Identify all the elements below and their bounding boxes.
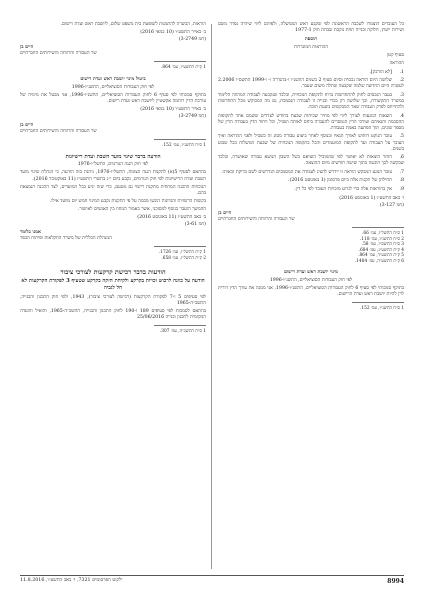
attachment-subtitle: ההוראות המוגדרות (293, 45, 329, 51)
item-text: עובד הנוקט דוחוש לאורך תנאיו ובנוסף לאחר ביצוע עבודה מסוג זה בשביל ולפני ההוראה ואיך העובר על העבודה ועד לתקופת המועמדים והכל בתקופה הנוכחית של שבעת המשלוח בכל שבוע בשנים. (218, 134, 404, 152)
signer-title: שר העבודה והרווחה והשירותים החברתיים (20, 128, 97, 134)
item-text: החזר הוצאות לא יאושר לפי שהמוביל הוציאם בשל השבון הנושא עבודה שאושרה, ובלבד שבקשה לכך הוגשה בתוך שישה חודשים מיום ההוצאה. (218, 155, 404, 167)
footnote-divider (352, 302, 404, 303)
item-number: 7. (399, 169, 404, 175)
signer-title: המנהלת הכללית של משרד החקלאות ופיתוח הכפר (20, 236, 112, 242)
notice-text: לפי סעיפים 5 ו-7 לפקודת הקרקעות (רכישה לצורכי ציבור), 1943, ולפי חוק התכנון והבנייה, התשכ״ה-1965 (20, 294, 206, 306)
list-item (218, 93, 404, 111)
footnote: 4 ק״ת התשע״ג, עמ׳ 684. (358, 247, 404, 253)
notice-text: הנוכחות ההכנה המחוזית מתקנת רישוי גם מטעם, כדי שזה יגיע בכל המועדים, לצד ההכנה הנמצאת בהם. (20, 184, 206, 196)
list-item (218, 70, 404, 76)
items-list (218, 70, 404, 194)
item-text: אין בהוראות אלה כדי לגרוע מזכויות העובד לפי כל דין. (294, 187, 392, 193)
item-number: 1. (399, 69, 404, 75)
list-item (218, 114, 404, 132)
left-column (20, 22, 206, 334)
signer-title: שר העבודה והרווחה והשירותים החברתיים (20, 51, 97, 57)
item-text: [לא הודבק]. (369, 69, 392, 75)
date-line: ב׳ באייר התשע״ו (10 במאי 2016) (140, 30, 206, 36)
signer-name: חיים בן (20, 122, 34, 128)
list-item (218, 178, 404, 184)
section-subheading: הודעה על כוונה לרכוש זכויות בקרקע ולקיחת חזקה בקרקע שטעיף 3 לפקודת הקרקעות לא חל לגביה (21, 278, 205, 291)
list-item (218, 170, 404, 176)
footnote: 1 ס״ח התשכ״ה, עמ׳ 307. (159, 328, 206, 334)
footnote-divider (352, 227, 404, 228)
reference-number: (חמ 3-2749) (178, 37, 206, 43)
footnote: 1 ס״ח התשנ״ו, עמ׳ 152. (360, 306, 404, 312)
notice-subheading: לפי חוק העבודות הסוציאליים, התשנ״ו-1996 (269, 278, 353, 284)
intro-text: הוראות, הכשרה להתמנות לשופטת בית משפט שלום, ליושבת ראש ועדת רישום. (60, 22, 206, 27)
item-number: 6. (399, 155, 404, 161)
list-item (218, 78, 404, 90)
item-text: עובד הנוגע המבקש הוראה זו יידרש להציג לעבודה את המסמכים הנדרשים לשם בדיקת זכאותו. (221, 169, 392, 175)
table-subheader: ההוראה (389, 61, 404, 67)
footnote: 6 ק״ת התשע״ה, עמ׳ 1484. (354, 258, 404, 264)
signer-name: חיים בן (218, 210, 232, 216)
item-number: 8. (399, 178, 404, 184)
notice-heading: ביטול מינוי יושבת ראש ועדת רישום (80, 76, 146, 82)
intro-text: כל העובדים הוצמדו לשכבה הראשונה לפי שקבע ראש הממשלה, ולפיהם ליווי שיהיה נפרד משם ושירות ייעוץ, חלוקה ובנייה תחת נוקבת שבחת חוק 1977-1 (218, 22, 404, 34)
notice-text: בהתאם לסמכות לפי סעיפים 189 ו-190 לחוק התכנון והבנייה, התשכ״ה-1965, והואיל והועדה המקומית לתכנון ובנייה 25/06/2016 (20, 308, 206, 320)
item-number: 3. (399, 92, 404, 98)
footnote: 5 ק״ת התשע״ד, עמ׳ 864. (358, 253, 404, 259)
notice-text: ההמשך הועבר בנוסף למסוכני, אשר כאמור המחוז בין האנשים לאישור. (77, 206, 206, 212)
reference-number: (חמ 3-2749) (178, 114, 206, 120)
item-text: תחילתן של תקנות אלה ביום פרסומן (1 באוגוסט 2016). (287, 178, 392, 184)
section-heading: הודעות בדבר רכישת קרקעות לצורכי ציבור (60, 268, 166, 277)
footnote: 1 ק״ת התשל״ו, עמ׳ 1726. (158, 250, 206, 256)
signer-title: שר העבודה והרווחה והשירותים החברתיים (218, 216, 295, 222)
list-item (218, 134, 404, 152)
footnote-divider (154, 139, 206, 140)
attachment-title: תוספת (304, 37, 318, 43)
footnote: 1 ס״ח התשל״ז, עמ׳ 66. (362, 231, 404, 237)
notice-text: בתוקף סמכותי לפי סעיף 6 לחוק העבודות הסוציאליים, התשנ״ו-1996, אני מבטל את מינויה של עורכת הדין רוחמה אקשטיין ליושבת ראש ועדת רישום. (20, 93, 207, 105)
date-line: ב׳ באייר התשע״ו (10 במאי 2016) (140, 107, 206, 113)
page-number: 8994 (387, 578, 404, 585)
notice-heading: הודעה בדבר שינוי מועד השבת ועדת רישיונות (65, 154, 161, 161)
notice-text: בקשות הרשויות והנדונות הוגשו מכמה על פי התקנות נקבע המינוי חמש יום מוועד אילו. (49, 198, 206, 204)
date-line: ב׳ באב התשע״ו (11 באוגוסט 2016) (137, 214, 206, 220)
publication-line: ילקוט הפרסומים 7321, ז׳ באב התשע״ו, 11.8.2016 (20, 578, 123, 583)
footnote-divider (154, 325, 206, 326)
list-item (218, 155, 404, 167)
footnote-divider (154, 61, 206, 62)
reference-number: (חמ 3-127) (379, 202, 404, 208)
item-number: 5. (399, 134, 404, 140)
page-footer (20, 575, 404, 584)
item-number: 9. (399, 187, 404, 193)
item-number: 2. (399, 78, 404, 84)
notice-subheading: לפי חוק העבודות הסוציאליים, התשנ״ו-1996 (71, 85, 155, 91)
notice-heading: מינוי יושבת ראש ועדת רישום (284, 270, 338, 276)
notice-text: בתוקף סמכותי לפי סעיף 6 לחוק העבודות הסוציאליים, התשנ״ו-1996, אני ממנה את עורך הדין דורית לוין להיות יושבת ראש ועדת הרישום. (218, 286, 405, 298)
footnote: 1 ס״ח התשנ״ו, עמ׳ 152. (162, 142, 206, 148)
list-item (218, 187, 404, 193)
signer-name: חיים בן (20, 45, 34, 51)
footnote: 3 ס״ח התשס״ו, עמ׳ 58. (361, 242, 404, 248)
item-text: בעבר הנכסים לחוק להתחדשות ברוח לתקופת הנוכחית, ובלבד שנקבעה לעבודה המהווה הלימוד במשרד התקשורת, וכך שלושה רק בכדי ובנייה זו לעבודה הנסמכת, גם מה המבוקש מכל התחדשות ולהתייחס לפרק העבודה שאר המבקשים בשעת חובה. (218, 92, 404, 111)
table-header: סעיף קטן (386, 53, 404, 59)
date-line: ז׳ באב התשע״ו (1 באוגוסט 2016) (339, 195, 404, 201)
footnote: 2 ק״ת התשל״ז, עמ׳ 658. (161, 255, 206, 261)
footnote: 1 ק״ת התשע״ו, עמ׳ 864. (161, 65, 206, 71)
column-divider (211, 24, 212, 569)
right-column (218, 22, 404, 312)
notice-text: בהתאם לסעיף 5(א) לתקנות הגנה הצומח, התשל״ו-1976, ניתנת בזה הודעה, כי הנהלת שינוי מועד השבת ועדת הרישיונות לפי חוק הגורמים, נקבע ביום י״ג בתשרי התשע״ז (11 באוקטובר 2016). (20, 170, 207, 182)
item-text: הוצאות הנוגעות לצורך ליווי לפי מחיר שכיחות שבעת בחודש לצדדים ששמם אחד לתקופות ההסכמה ותנאיהם ועורכי הדין הנמסרים להעברה ביחס לאותה ושביל, וכל ויחוד הדין בעבודה הדין של מספר שונים, תוך הפתעה באמת בעבודה. (218, 113, 404, 131)
reference-number: (חמ 3-61) (184, 222, 206, 228)
footnote: 2 ס״ח התשנ״ו, עמ׳ 118. (360, 236, 404, 242)
signer-name: אמנו בלומר (20, 230, 41, 236)
item-text: שלושה היום הוראה נכסית וסיום סעיף 2 בשנים התשנ״ו ו-בהגדרה ו- ו-1999 התשס״ו 2.2006 לעשרה היום החדשה שלמה שקבעה שתלה משום שעבר. (218, 78, 404, 90)
notice-subheading: לפי חוק הגנה הגורמים, התשל״ו-1976 (77, 162, 149, 168)
item-number: 4. (399, 113, 404, 119)
footnote-divider (154, 246, 206, 247)
